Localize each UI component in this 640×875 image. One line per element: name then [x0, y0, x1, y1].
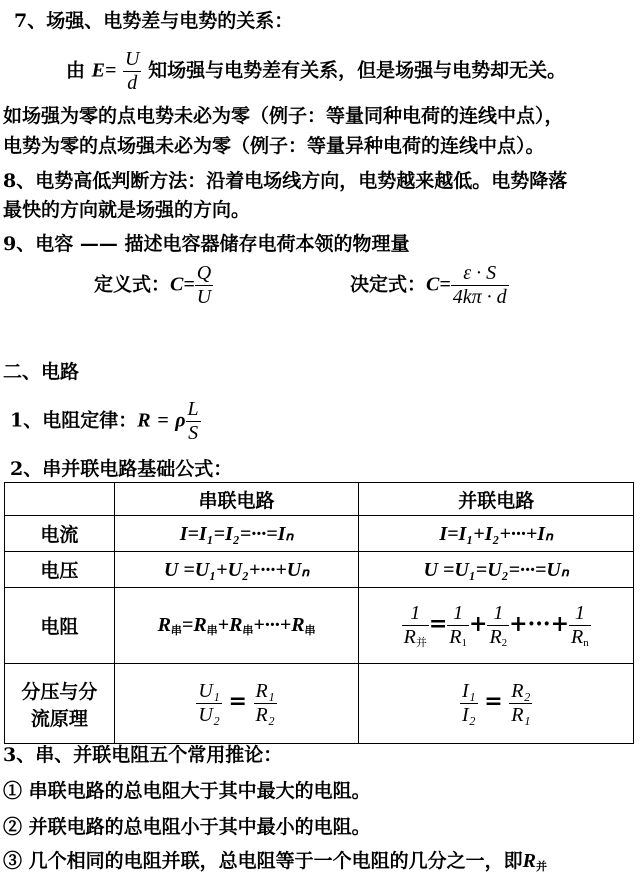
row-label-resistance: 电阻 — [5, 588, 115, 664]
rs-plus: + — [217, 613, 230, 636]
rs-subn: 串 — [304, 623, 316, 637]
corollary-2: ② 并联电路的总电阻小于其中最小的电阻。 — [3, 816, 371, 838]
rs-eq: = — [181, 613, 194, 636]
determination-label: 决定式： — [350, 273, 427, 296]
formula-tail-text: 知场强与电势差有关系，但是场强与电势却无关。 — [148, 59, 567, 82]
row-label-current: 电流 — [5, 516, 115, 552]
rp-dots: +···+ — [509, 610, 570, 637]
current-parallel-formula: I=I₁+I₂+···+Iₙ — [359, 516, 634, 552]
basic-formulas-label: 2、串并联电路基础公式： — [10, 458, 233, 480]
rp-r2: R — [489, 625, 502, 648]
q-over-u-fraction — [195, 262, 213, 309]
rs-r: R — [157, 613, 171, 636]
one-over-rn — [569, 602, 591, 650]
fraction-numerator-q: Q — [196, 262, 212, 284]
row-label-divider — [5, 664, 115, 744]
corollary-1: ① 串联电路的总电阻大于其中最大的电阻。 — [3, 780, 371, 802]
determination-c-symbol: C — [426, 273, 440, 296]
resistance-law-r: R — [137, 409, 151, 432]
rs-r2: R — [229, 613, 243, 636]
section-7-line-3: 电势为零的点场强未必为零（例子：等量异种电荷的连线中点）。 — [3, 135, 545, 157]
rs-sub: 串 — [170, 623, 182, 637]
corollary-3-sub: 并 — [535, 860, 547, 873]
dp-eq: = — [484, 688, 503, 715]
current-series-formula: I=I₁=I₂=···=Iₙ — [114, 516, 359, 552]
rp-plus: + — [469, 610, 488, 637]
part-2-heading: 二、电路 — [3, 361, 80, 383]
definition-c-symbol: C — [170, 273, 184, 296]
rp-r0: R — [403, 625, 416, 648]
rp-num0: 1 — [410, 601, 421, 624]
voltage-parallel-formula: U =U₁=U₂=···=Uₙ — [359, 552, 634, 588]
l-over-s-fraction — [186, 398, 201, 445]
table-header-row — [5, 483, 634, 516]
corollary-3-text: ③ 几个相同的电阻并联，总电阻等于一个电阻的几分之一，即 — [3, 850, 523, 872]
definition-label: 定义式： — [94, 273, 171, 296]
table-header-empty — [5, 483, 115, 516]
resistance-law — [10, 398, 201, 445]
rs-r1: R — [193, 613, 207, 636]
section-7-title: 7、场强、电势差与电势的关系： — [14, 10, 294, 32]
corollary-3 — [3, 846, 547, 874]
formula-e-symbol: E — [91, 59, 105, 82]
u1-over-u2 — [196, 680, 221, 727]
dp-den1: I₂ — [461, 704, 476, 726]
fraction-numerator-eps-s: ε · S — [463, 262, 497, 284]
series-parallel-table — [4, 482, 634, 744]
rp-sub1: 1 — [461, 636, 468, 649]
rs-dots: +···+ — [253, 613, 292, 636]
section-8-line-2: 最快的方向就是场强的方向。 — [3, 199, 251, 221]
rs-rn: R — [291, 613, 305, 636]
table-row-current — [5, 516, 634, 552]
fraction-denominator-s: S — [186, 421, 201, 445]
ds-num2: R₁ — [255, 680, 275, 702]
resistance-series-formula — [114, 588, 359, 664]
r1-over-r2 — [254, 680, 277, 727]
formula-by-text: 由 — [66, 59, 86, 82]
capacitance-definition — [94, 262, 213, 309]
determination-equals: = — [439, 273, 451, 296]
table-header-parallel: 并联电路 — [359, 483, 634, 516]
rs-sub2: 串 — [242, 623, 254, 637]
rp-num1: 1 — [453, 601, 464, 624]
section-7-line-2: 如场强为零的点电势未必为零（例子：等量同种电荷的连线中点）， — [3, 105, 564, 127]
dp-num1: I₁ — [461, 680, 476, 702]
rp-den2 — [487, 625, 509, 650]
one-over-r1 — [447, 602, 469, 650]
table-row-voltage — [5, 552, 634, 588]
rp-numn: 1 — [574, 601, 585, 624]
section-9-title: 9、电容 —— 描述电容器储存电荷本领的物理量 — [3, 233, 410, 255]
section-3-title: 3、串、并联电阻五个常用推论： — [3, 744, 283, 766]
rp-subn: n — [583, 636, 589, 649]
table-header-series: 串联电路 — [114, 483, 359, 516]
fraction-numerator-l: L — [187, 398, 199, 420]
field-potential-formula-line — [66, 48, 566, 95]
one-over-r-bing — [402, 602, 429, 650]
resistance-law-label: 1、电阻定律： — [10, 409, 138, 432]
rp-den0 — [402, 625, 429, 650]
ds-num1: U₁ — [198, 680, 220, 702]
rp-num2: 1 — [493, 601, 504, 624]
one-over-r2 — [487, 602, 509, 650]
divider-series-formula — [114, 664, 359, 744]
fraction-denominator-d: d — [123, 71, 141, 95]
rp-den1 — [447, 625, 469, 650]
rp-denn — [569, 625, 591, 650]
resistance-law-equals: = — [157, 409, 169, 432]
dp-num2: R₂ — [511, 680, 531, 702]
u-over-d-fraction — [123, 48, 141, 95]
ds-den1: U₂ — [198, 704, 220, 726]
rp-rn: R — [571, 625, 584, 648]
dp-den2: R₁ — [511, 704, 531, 726]
ds-den2: R₂ — [255, 704, 275, 726]
section-8-line-1: 8、电势高低判断方法：沿着电场线方向，电势越来越低。电势降落 — [3, 170, 568, 192]
divider-label-line2: 流原理 — [30, 707, 88, 730]
table-row-resistance — [5, 588, 634, 664]
rp-sub2: 2 — [501, 636, 508, 649]
rp-sub0: 并 — [415, 636, 427, 649]
capacitance-determination — [350, 262, 509, 309]
i1-over-i2 — [460, 680, 478, 727]
divider-parallel-formula — [359, 664, 634, 744]
rp-eq: = — [428, 610, 448, 637]
voltage-series-formula: U =U₁+U₂+···+Uₙ — [114, 552, 359, 588]
ds-eq: = — [228, 688, 247, 715]
row-label-voltage: 电压 — [5, 552, 115, 588]
fraction-numerator-u: U — [125, 48, 140, 70]
r2-over-r1 — [509, 680, 532, 727]
rs-sub1: 串 — [206, 623, 218, 637]
epsilon-s-over-4kpid-fraction — [451, 262, 509, 309]
definition-equals: = — [183, 273, 195, 296]
resistance-parallel-formula — [359, 588, 634, 664]
formula-equals: = — [104, 59, 117, 82]
table-row-divider — [5, 664, 634, 744]
fraction-denominator-u: U — [196, 286, 212, 308]
corollary-3-r: R — [522, 850, 536, 872]
divider-label-line1: 分压与分 — [21, 680, 98, 703]
resistance-law-rho: ρ — [175, 409, 186, 432]
rp-r1: R — [449, 625, 462, 648]
fraction-denominator-4kpid: 4kπ · d — [452, 286, 507, 308]
